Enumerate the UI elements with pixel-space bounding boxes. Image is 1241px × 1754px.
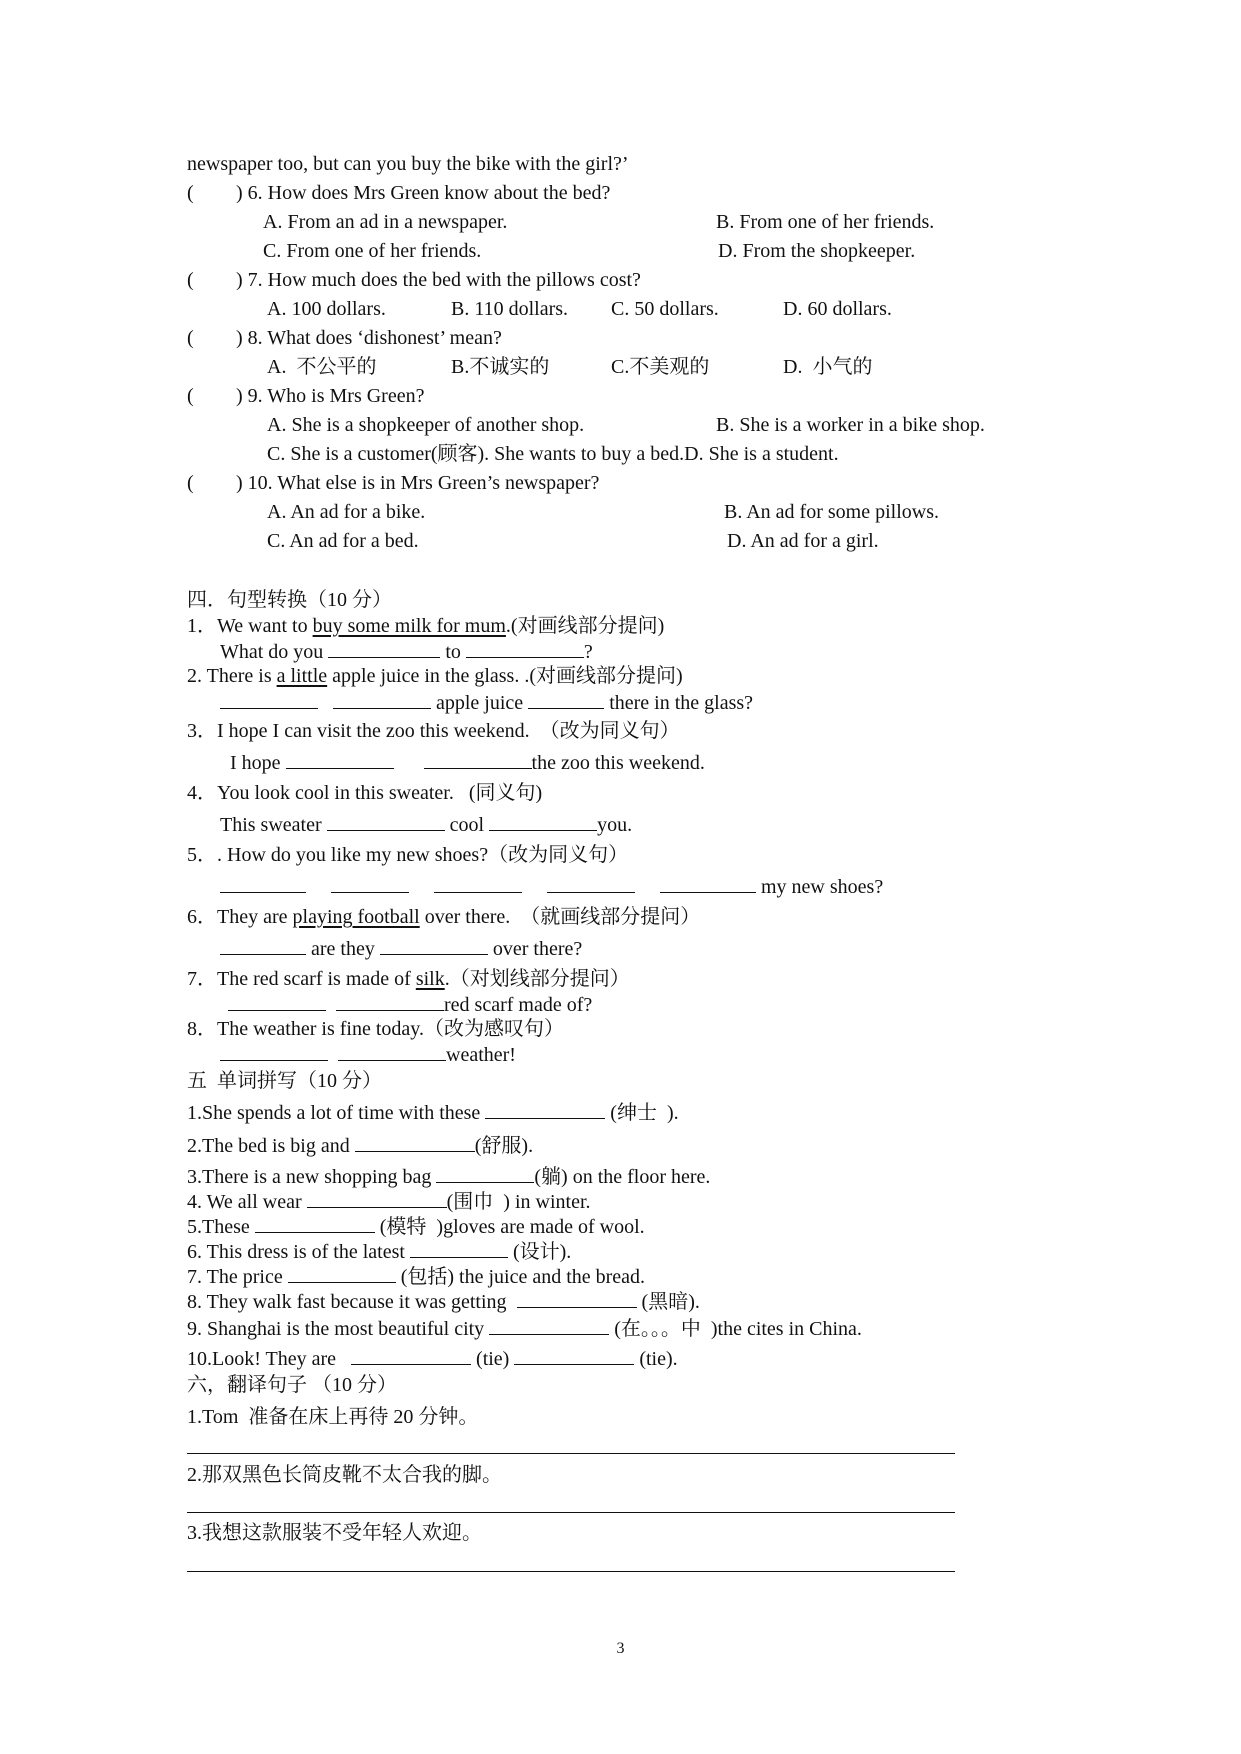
passage-continuation: newspaper too, but can you buy the bike with the girl?’: [187, 153, 629, 175]
transform-7-question: 7．The red scarf is made of silk.（对划线部分提问）: [187, 968, 630, 990]
q6-option-b: B. From one of her friends.: [716, 211, 935, 233]
answer-paren-q7[interactable]: (: [187, 269, 194, 291]
transform-4-question: 4．You look cool in this sweater. (同义句): [187, 782, 543, 804]
spelling-2: 2.The bed is big and (舒服).: [187, 1135, 534, 1157]
q8-option-a: A. 不公平的: [267, 356, 377, 378]
answer-blank[interactable]: [434, 874, 522, 893]
q7-option-c: C. 50 dollars.: [611, 298, 719, 320]
section-4-heading: 四．句型转换（10 分）: [187, 589, 392, 611]
answer-blank[interactable]: [466, 639, 584, 658]
spelling-9: 9. Shanghai is the most beautiful city (在。。。中 )the cites in China.: [187, 1318, 862, 1340]
transform-8-answer: weather!: [220, 1042, 516, 1067]
answer-blank[interactable]: [489, 1316, 609, 1335]
answer-blank[interactable]: [338, 1042, 446, 1061]
answer-blank[interactable]: [489, 812, 597, 831]
transform-4-answer: This sweater cool you.: [220, 814, 633, 836]
answer-paren-q8[interactable]: (: [187, 327, 194, 349]
q6-option-a: A. From an ad in a newspaper.: [263, 211, 508, 233]
answer-blank[interactable]: [331, 874, 409, 893]
translation-1-answer-line[interactable]: [187, 1453, 955, 1454]
answer-blank[interactable]: [328, 639, 440, 658]
translation-3-answer-line[interactable]: [187, 1571, 955, 1572]
section-6-heading: 六，翻译句子 （10 分）: [187, 1374, 397, 1396]
answer-blank[interactable]: [333, 690, 431, 709]
question-6: ) 6. How does Mrs Green know about the bed?: [236, 182, 611, 204]
question-10: ) 10. What else is in Mrs Green’s newspaper?: [236, 472, 600, 494]
spelling-4: 4. We all wear (围巾 ) in winter.: [187, 1191, 591, 1213]
underlined-phrase: playing football: [292, 906, 420, 928]
transform-6-answer: are they over there?: [220, 936, 582, 961]
transform-8-question: 8．The weather is fine today.（改为感叹句）: [187, 1018, 564, 1040]
answer-blank[interactable]: [255, 1214, 375, 1233]
answer-paren-q10[interactable]: (: [187, 472, 194, 494]
q9-option-b: B. She is a worker in a bike shop.: [716, 414, 985, 436]
transform-3-question: 3．I hope I can visit the zoo this weekend. （改为同义句）: [187, 720, 680, 742]
answer-blank[interactable]: [327, 812, 445, 831]
spelling-5: 5.These (模特 )gloves are made of wool.: [187, 1216, 645, 1238]
q10-option-a: A. An ad for a bike.: [267, 501, 426, 523]
answer-blank[interactable]: [307, 1189, 447, 1208]
q6-option-d: D. From the shopkeeper.: [718, 240, 916, 262]
answer-blank[interactable]: [228, 992, 326, 1011]
underlined-phrase: a little: [276, 665, 328, 687]
q8-option-c: C.不美观的: [611, 356, 710, 378]
answer-blank[interactable]: [436, 1164, 534, 1183]
answer-blank[interactable]: [485, 1100, 605, 1119]
spelling-7: 7. The price (包括) the juice and the bread.: [187, 1266, 646, 1288]
q9-option-cd: C. She is a customer(顾客). She wants to buy a bed.D. She is a student.: [267, 443, 839, 465]
spelling-6: 6. This dress is of the latest (设计).: [187, 1241, 572, 1263]
section-5-heading: 五 单词拼写（10 分）: [187, 1070, 382, 1092]
q7-option-b: B. 110 dollars.: [451, 298, 569, 320]
answer-blank[interactable]: [424, 750, 532, 769]
question-8: ) 8. What does ‘dishonest’ mean?: [236, 327, 502, 349]
transform-1-question: 1．We want to buy some milk for mum.(对画线部分提问): [187, 615, 665, 637]
answer-blank[interactable]: [410, 1239, 508, 1258]
answer-blank[interactable]: [547, 874, 635, 893]
q10-option-d: D. An ad for a girl.: [727, 530, 879, 552]
underlined-phrase: buy some milk for mum: [312, 615, 506, 637]
answer-blank[interactable]: [514, 1346, 634, 1365]
translation-3-prompt: 3.我想这款服装不受年轻人欢迎。: [187, 1522, 482, 1544]
translation-1-prompt: 1.Tom 准备在床上再待 20 分钟。: [187, 1406, 479, 1428]
answer-paren-q6[interactable]: (: [187, 182, 194, 204]
page-number: 3: [616, 1640, 625, 1657]
transform-3-answer: I hope the zoo this weekend.: [230, 752, 705, 774]
transform-5-answer: my new shoes?: [220, 874, 883, 899]
translation-2-prompt: 2.那双黑色长筒皮靴不太合我的脚。: [187, 1464, 502, 1486]
q9-option-a: A. She is a shopkeeper of another shop.: [267, 414, 585, 436]
answer-blank[interactable]: [288, 1264, 396, 1283]
q7-option-a: A. 100 dollars.: [267, 298, 386, 320]
answer-blank[interactable]: [220, 936, 306, 955]
q7-option-d: D. 60 dollars.: [783, 298, 892, 320]
answer-blank[interactable]: [220, 1042, 328, 1061]
q10-option-b: B. An ad for some pillows.: [724, 501, 939, 523]
answer-blank[interactable]: [286, 750, 394, 769]
answer-blank[interactable]: [351, 1346, 471, 1365]
answer-blank[interactable]: [380, 936, 488, 955]
spelling-3: 3.There is a new shopping bag (躺) on the floor here.: [187, 1166, 711, 1188]
answer-blank[interactable]: [220, 690, 318, 709]
answer-blank[interactable]: [220, 874, 306, 893]
transform-2-answer: apple juice there in the glass?: [220, 690, 753, 715]
q8-option-d: D. 小气的: [783, 356, 873, 378]
q6-option-c: C. From one of her friends.: [263, 240, 482, 262]
answer-blank[interactable]: [528, 690, 604, 709]
transform-1-answer: What do you to ?: [220, 641, 593, 663]
q8-option-b: B.不诚实的: [451, 356, 550, 378]
answer-blank[interactable]: [660, 874, 756, 893]
answer-blank[interactable]: [336, 992, 444, 1011]
spelling-1: 1.She spends a lot of time with these (绅士 ).: [187, 1102, 679, 1124]
transform-6-question: 6．They are playing football over there. （就画线部分提问）: [187, 906, 701, 928]
answer-blank[interactable]: [355, 1133, 475, 1152]
spelling-8: 8. They walk fast because it was getting (黑暗).: [187, 1291, 700, 1313]
underlined-phrase: silk: [415, 968, 445, 990]
question-7: ) 7. How much does the bed with the pillows cost?: [236, 269, 641, 291]
spelling-10: 10.Look! They are (tie) (tie).: [187, 1348, 678, 1370]
answer-blank[interactable]: [517, 1289, 637, 1308]
question-9: ) 9. Who is Mrs Green?: [236, 385, 425, 407]
q10-option-c: C. An ad for a bed.: [267, 530, 419, 552]
translation-2-answer-line[interactable]: [187, 1512, 955, 1513]
answer-paren-q9[interactable]: (: [187, 385, 194, 407]
transform-7-answer: red scarf made of?: [228, 992, 592, 1017]
transform-5-question: 5．. How do you like my new shoes?（改为同义句）: [187, 844, 629, 866]
transform-2-question: 2. There is a little apple juice in the glass. .(对画线部分提问): [187, 665, 683, 687]
